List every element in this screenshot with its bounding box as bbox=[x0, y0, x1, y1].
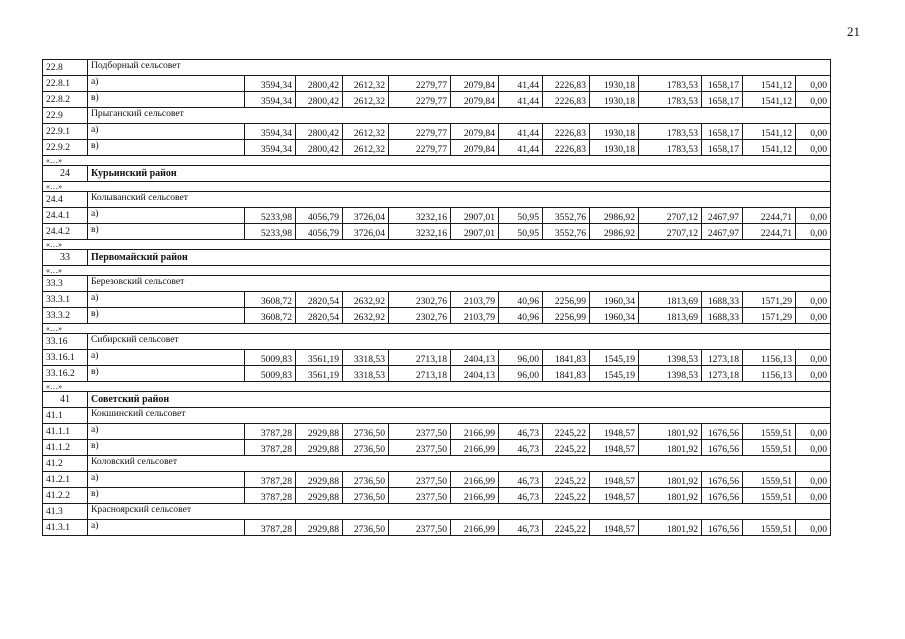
value-cell: 2103,79 bbox=[451, 292, 499, 308]
ellipsis-cell: «…» bbox=[43, 156, 831, 166]
value-cell: 1960,34 bbox=[590, 308, 639, 324]
value-cell: 2707,12 bbox=[639, 208, 702, 224]
value-cell: 50,95 bbox=[499, 224, 543, 240]
value-cell: 2245,22 bbox=[543, 424, 590, 440]
row-variant: в) bbox=[88, 308, 245, 324]
value-cell: 2612,32 bbox=[343, 140, 389, 156]
value-cell: 3594,34 bbox=[245, 92, 296, 108]
value-cell: 1273,18 bbox=[702, 366, 743, 382]
value-cell: 0,00 bbox=[796, 366, 831, 382]
value-cell: 1783,53 bbox=[639, 124, 702, 140]
row-code: 41.2 bbox=[43, 456, 88, 472]
settlement-row bbox=[43, 456, 831, 472]
value-cell: 1658,17 bbox=[702, 76, 743, 92]
value-cell: 1801,92 bbox=[639, 440, 702, 456]
value-cell: 3594,34 bbox=[245, 124, 296, 140]
value-cell: 2245,22 bbox=[543, 488, 590, 504]
value-cell: 1948,57 bbox=[590, 424, 639, 440]
value-cell: 2244,71 bbox=[743, 208, 796, 224]
value-cell: 2736,50 bbox=[343, 520, 389, 536]
page-number: 21 bbox=[847, 24, 860, 39]
value-cell: 2079,84 bbox=[451, 140, 499, 156]
value-cell: 1571,29 bbox=[743, 292, 796, 308]
value-cell: 4056,79 bbox=[296, 208, 343, 224]
value-cell: 2079,84 bbox=[451, 124, 499, 140]
value-cell: 2612,32 bbox=[343, 76, 389, 92]
value-cell: 2279,77 bbox=[389, 76, 451, 92]
value-cell: 0,00 bbox=[796, 140, 831, 156]
table-row bbox=[43, 124, 831, 140]
row-code: 33.3 bbox=[43, 276, 88, 292]
row-variant: а) bbox=[88, 76, 245, 92]
value-cell: 3787,28 bbox=[245, 424, 296, 440]
row-code: 33.16.1 bbox=[43, 350, 88, 366]
value-cell: 0,00 bbox=[796, 350, 831, 366]
value-cell: 2302,76 bbox=[389, 308, 451, 324]
value-cell: 1930,18 bbox=[590, 92, 639, 108]
value-cell: 0,00 bbox=[796, 208, 831, 224]
value-cell: 2800,42 bbox=[296, 92, 343, 108]
settlement-row bbox=[43, 60, 831, 76]
table-row bbox=[43, 308, 831, 324]
row-variant: а) bbox=[88, 208, 245, 224]
value-cell: 1960,34 bbox=[590, 292, 639, 308]
value-cell: 1545,19 bbox=[590, 366, 639, 382]
table-row bbox=[43, 366, 831, 382]
row-code: 41 bbox=[43, 392, 88, 408]
value-cell: 1801,92 bbox=[639, 520, 702, 536]
value-cell: 2800,42 bbox=[296, 140, 343, 156]
value-cell: 3318,53 bbox=[343, 366, 389, 382]
table-row bbox=[43, 292, 831, 308]
value-cell: 1676,56 bbox=[702, 520, 743, 536]
value-cell: 3318,53 bbox=[343, 350, 389, 366]
value-cell: 2166,99 bbox=[451, 488, 499, 504]
value-cell: 1273,18 bbox=[702, 350, 743, 366]
table-row bbox=[43, 76, 831, 92]
settlement-name: Кокшинский сельсовет bbox=[88, 408, 831, 424]
value-cell: 1930,18 bbox=[590, 76, 639, 92]
value-cell: 3726,04 bbox=[343, 224, 389, 240]
value-cell: 2256,99 bbox=[543, 308, 590, 324]
value-cell: 3552,76 bbox=[543, 208, 590, 224]
tariff-table bbox=[42, 59, 831, 536]
value-cell: 5233,98 bbox=[245, 224, 296, 240]
value-cell: 2713,18 bbox=[389, 350, 451, 366]
value-cell: 2377,50 bbox=[389, 440, 451, 456]
value-cell: 1658,17 bbox=[702, 124, 743, 140]
value-cell: 2226,83 bbox=[543, 92, 590, 108]
value-cell: 2467,97 bbox=[702, 208, 743, 224]
settlement-name: Прыганский сельсовет bbox=[88, 108, 831, 124]
row-variant: а) bbox=[88, 124, 245, 140]
value-cell: 3561,19 bbox=[296, 366, 343, 382]
row-variant: в) bbox=[88, 440, 245, 456]
value-cell: 2166,99 bbox=[451, 520, 499, 536]
row-code: 24.4.2 bbox=[43, 224, 88, 240]
value-cell: 3552,76 bbox=[543, 224, 590, 240]
value-cell: 2245,22 bbox=[543, 472, 590, 488]
value-cell: 2245,22 bbox=[543, 520, 590, 536]
value-cell: 1541,12 bbox=[743, 124, 796, 140]
value-cell: 2103,79 bbox=[451, 308, 499, 324]
value-cell: 3787,28 bbox=[245, 440, 296, 456]
ellipsis-cell: «…» bbox=[43, 382, 831, 392]
value-cell: 0,00 bbox=[796, 308, 831, 324]
value-cell: 2279,77 bbox=[389, 124, 451, 140]
value-cell: 2244,71 bbox=[743, 224, 796, 240]
value-cell: 1676,56 bbox=[702, 488, 743, 504]
value-cell: 1813,69 bbox=[639, 292, 702, 308]
value-cell: 2907,01 bbox=[451, 208, 499, 224]
value-cell: 3594,34 bbox=[245, 76, 296, 92]
row-variant: а) bbox=[88, 350, 245, 366]
value-cell: 40,96 bbox=[499, 308, 543, 324]
value-cell: 1783,53 bbox=[639, 92, 702, 108]
value-cell: 3787,28 bbox=[245, 520, 296, 536]
ellipsis-row bbox=[43, 266, 831, 276]
value-cell: 46,73 bbox=[499, 472, 543, 488]
row-code: 24.4.1 bbox=[43, 208, 88, 224]
row-variant: а) bbox=[88, 520, 245, 536]
ellipsis-row bbox=[43, 324, 831, 334]
value-cell: 2279,77 bbox=[389, 92, 451, 108]
settlement-row bbox=[43, 504, 831, 520]
value-cell: 1930,18 bbox=[590, 124, 639, 140]
value-cell: 2820,54 bbox=[296, 292, 343, 308]
value-cell: 1783,53 bbox=[639, 140, 702, 156]
table-row bbox=[43, 488, 831, 504]
value-cell: 41,44 bbox=[499, 92, 543, 108]
value-cell: 46,73 bbox=[499, 488, 543, 504]
value-cell: 50,95 bbox=[499, 208, 543, 224]
value-cell: 2302,76 bbox=[389, 292, 451, 308]
value-cell: 2377,50 bbox=[389, 424, 451, 440]
row-code: 41.1 bbox=[43, 408, 88, 424]
row-code: 41.2.2 bbox=[43, 488, 88, 504]
value-cell: 3787,28 bbox=[245, 488, 296, 504]
settlement-row bbox=[43, 408, 831, 424]
row-variant: а) bbox=[88, 292, 245, 308]
value-cell: 2713,18 bbox=[389, 366, 451, 382]
settlement-name: Красноярский сельсовет bbox=[88, 504, 831, 520]
value-cell: 96,00 bbox=[499, 350, 543, 366]
table-row bbox=[43, 350, 831, 366]
row-code: 22.9.2 bbox=[43, 140, 88, 156]
value-cell: 0,00 bbox=[796, 488, 831, 504]
value-cell: 3232,16 bbox=[389, 224, 451, 240]
value-cell: 0,00 bbox=[796, 424, 831, 440]
value-cell: 0,00 bbox=[796, 292, 831, 308]
value-cell: 0,00 bbox=[796, 224, 831, 240]
row-code: 22.8.1 bbox=[43, 76, 88, 92]
value-cell: 2404,13 bbox=[451, 366, 499, 382]
value-cell: 0,00 bbox=[796, 472, 831, 488]
row-variant: в) bbox=[88, 92, 245, 108]
value-cell: 1541,12 bbox=[743, 92, 796, 108]
value-cell: 3561,19 bbox=[296, 350, 343, 366]
value-cell: 1541,12 bbox=[743, 76, 796, 92]
value-cell: 1156,13 bbox=[743, 350, 796, 366]
row-code: 22.8.2 bbox=[43, 92, 88, 108]
value-cell: 2079,84 bbox=[451, 76, 499, 92]
settlement-name: Подборный сельсовет bbox=[88, 60, 831, 76]
value-cell: 1688,33 bbox=[702, 292, 743, 308]
value-cell: 3232,16 bbox=[389, 208, 451, 224]
value-cell: 41,44 bbox=[499, 124, 543, 140]
table-row bbox=[43, 440, 831, 456]
value-cell: 2707,12 bbox=[639, 224, 702, 240]
value-cell: 2736,50 bbox=[343, 424, 389, 440]
value-cell: 1658,17 bbox=[702, 92, 743, 108]
ellipsis-row bbox=[43, 382, 831, 392]
value-cell: 3726,04 bbox=[343, 208, 389, 224]
value-cell: 1541,12 bbox=[743, 140, 796, 156]
value-cell: 1841,83 bbox=[543, 350, 590, 366]
value-cell: 1676,56 bbox=[702, 440, 743, 456]
district-row bbox=[43, 166, 831, 182]
row-code: 41.2.1 bbox=[43, 472, 88, 488]
value-cell: 2632,92 bbox=[343, 308, 389, 324]
ellipsis-row bbox=[43, 182, 831, 192]
value-cell: 46,73 bbox=[499, 520, 543, 536]
settlement-row bbox=[43, 192, 831, 208]
row-variant: в) bbox=[88, 366, 245, 382]
value-cell: 2377,50 bbox=[389, 472, 451, 488]
value-cell: 1948,57 bbox=[590, 520, 639, 536]
value-cell: 2736,50 bbox=[343, 488, 389, 504]
value-cell: 2929,88 bbox=[296, 488, 343, 504]
value-cell: 2800,42 bbox=[296, 124, 343, 140]
row-code: 33.16 bbox=[43, 334, 88, 350]
value-cell: 2986,92 bbox=[590, 224, 639, 240]
value-cell: 5233,98 bbox=[245, 208, 296, 224]
row-code: 22.9.1 bbox=[43, 124, 88, 140]
value-cell: 46,73 bbox=[499, 440, 543, 456]
row-code: 41.1.2 bbox=[43, 440, 88, 456]
district-name: Советский район bbox=[88, 392, 831, 408]
value-cell: 2986,92 bbox=[590, 208, 639, 224]
value-cell: 2929,88 bbox=[296, 520, 343, 536]
table-row bbox=[43, 92, 831, 108]
settlement-name: Колыванский сельсовет bbox=[88, 192, 831, 208]
value-cell: 2166,99 bbox=[451, 424, 499, 440]
value-cell: 1948,57 bbox=[590, 488, 639, 504]
row-variant: в) bbox=[88, 140, 245, 156]
value-cell: 1571,29 bbox=[743, 308, 796, 324]
value-cell: 1559,51 bbox=[743, 488, 796, 504]
row-code: 41.3.1 bbox=[43, 520, 88, 536]
value-cell: 2632,92 bbox=[343, 292, 389, 308]
value-cell: 3608,72 bbox=[245, 308, 296, 324]
value-cell: 1841,83 bbox=[543, 366, 590, 382]
value-cell: 1398,53 bbox=[639, 350, 702, 366]
value-cell: 2377,50 bbox=[389, 520, 451, 536]
row-code: 33.3.2 bbox=[43, 308, 88, 324]
value-cell: 1801,92 bbox=[639, 424, 702, 440]
table-row bbox=[43, 224, 831, 240]
ellipsis-cell: «…» bbox=[43, 240, 831, 250]
row-code: 24 bbox=[43, 166, 88, 182]
value-cell: 1559,51 bbox=[743, 424, 796, 440]
value-cell: 1948,57 bbox=[590, 440, 639, 456]
value-cell: 2929,88 bbox=[296, 440, 343, 456]
value-cell: 1688,33 bbox=[702, 308, 743, 324]
value-cell: 2736,50 bbox=[343, 440, 389, 456]
value-cell: 1801,92 bbox=[639, 488, 702, 504]
value-cell: 1559,51 bbox=[743, 472, 796, 488]
value-cell: 5009,83 bbox=[245, 350, 296, 366]
value-cell: 4056,79 bbox=[296, 224, 343, 240]
value-cell: 0,00 bbox=[796, 440, 831, 456]
value-cell: 2245,22 bbox=[543, 440, 590, 456]
value-cell: 0,00 bbox=[796, 92, 831, 108]
value-cell: 1559,51 bbox=[743, 440, 796, 456]
ellipsis-row bbox=[43, 240, 831, 250]
value-cell: 2226,83 bbox=[543, 124, 590, 140]
value-cell: 2226,83 bbox=[543, 76, 590, 92]
settlement-row bbox=[43, 276, 831, 292]
row-code: 22.9 bbox=[43, 108, 88, 124]
row-code: 33.3.1 bbox=[43, 292, 88, 308]
value-cell: 2820,54 bbox=[296, 308, 343, 324]
table-row bbox=[43, 472, 831, 488]
value-cell: 2800,42 bbox=[296, 76, 343, 92]
table-row bbox=[43, 208, 831, 224]
row-code: 41.3 bbox=[43, 504, 88, 520]
value-cell: 2226,83 bbox=[543, 140, 590, 156]
district-row bbox=[43, 250, 831, 266]
value-cell: 2612,32 bbox=[343, 92, 389, 108]
row-code: 22.8 bbox=[43, 60, 88, 76]
value-cell: 1658,17 bbox=[702, 140, 743, 156]
settlement-row bbox=[43, 334, 831, 350]
row-code: 41.1.1 bbox=[43, 424, 88, 440]
value-cell: 3594,34 bbox=[245, 140, 296, 156]
value-cell: 1813,69 bbox=[639, 308, 702, 324]
value-cell: 3608,72 bbox=[245, 292, 296, 308]
settlement-name: Березовский сельсовет bbox=[88, 276, 831, 292]
value-cell: 41,44 bbox=[499, 140, 543, 156]
value-cell: 40,96 bbox=[499, 292, 543, 308]
value-cell: 1676,56 bbox=[702, 424, 743, 440]
ellipsis-cell: «…» bbox=[43, 182, 831, 192]
value-cell: 2256,99 bbox=[543, 292, 590, 308]
district-row bbox=[43, 392, 831, 408]
value-cell: 96,00 bbox=[499, 366, 543, 382]
value-cell: 2079,84 bbox=[451, 92, 499, 108]
ellipsis-row bbox=[43, 156, 831, 166]
value-cell: 2377,50 bbox=[389, 488, 451, 504]
table-row bbox=[43, 140, 831, 156]
value-cell: 1801,92 bbox=[639, 472, 702, 488]
row-code: 24.4 bbox=[43, 192, 88, 208]
row-variant: а) bbox=[88, 472, 245, 488]
row-variant: в) bbox=[88, 488, 245, 504]
value-cell: 1783,53 bbox=[639, 76, 702, 92]
value-cell: 2929,88 bbox=[296, 472, 343, 488]
value-cell: 2467,97 bbox=[702, 224, 743, 240]
value-cell: 0,00 bbox=[796, 76, 831, 92]
row-code: 33 bbox=[43, 250, 88, 266]
value-cell: 2907,01 bbox=[451, 224, 499, 240]
value-cell: 41,44 bbox=[499, 76, 543, 92]
value-cell: 0,00 bbox=[796, 124, 831, 140]
value-cell: 3787,28 bbox=[245, 472, 296, 488]
ellipsis-cell: «…» bbox=[43, 266, 831, 276]
ellipsis-cell: «…» bbox=[43, 324, 831, 334]
value-cell: 2736,50 bbox=[343, 472, 389, 488]
value-cell: 46,73 bbox=[499, 424, 543, 440]
district-name: Курьинский район bbox=[88, 166, 831, 182]
value-cell: 2404,13 bbox=[451, 350, 499, 366]
value-cell: 2929,88 bbox=[296, 424, 343, 440]
value-cell: 1559,51 bbox=[743, 520, 796, 536]
value-cell: 2166,99 bbox=[451, 472, 499, 488]
value-cell: 2612,32 bbox=[343, 124, 389, 140]
value-cell: 0,00 bbox=[796, 520, 831, 536]
value-cell: 1676,56 bbox=[702, 472, 743, 488]
value-cell: 1930,18 bbox=[590, 140, 639, 156]
value-cell: 1398,53 bbox=[639, 366, 702, 382]
row-variant: а) bbox=[88, 424, 245, 440]
settlement-name: Сибирский сельсовет bbox=[88, 334, 831, 350]
value-cell: 5009,83 bbox=[245, 366, 296, 382]
value-cell: 1948,57 bbox=[590, 472, 639, 488]
table-row bbox=[43, 424, 831, 440]
value-cell: 1545,19 bbox=[590, 350, 639, 366]
row-code: 33.16.2 bbox=[43, 366, 88, 382]
value-cell: 1156,13 bbox=[743, 366, 796, 382]
settlement-row bbox=[43, 108, 831, 124]
row-variant: в) bbox=[88, 224, 245, 240]
value-cell: 2279,77 bbox=[389, 140, 451, 156]
table-row bbox=[43, 520, 831, 536]
district-name: Первомайский район bbox=[88, 250, 831, 266]
value-cell: 2166,99 bbox=[451, 440, 499, 456]
settlement-name: Коловский сельсовет bbox=[88, 456, 831, 472]
